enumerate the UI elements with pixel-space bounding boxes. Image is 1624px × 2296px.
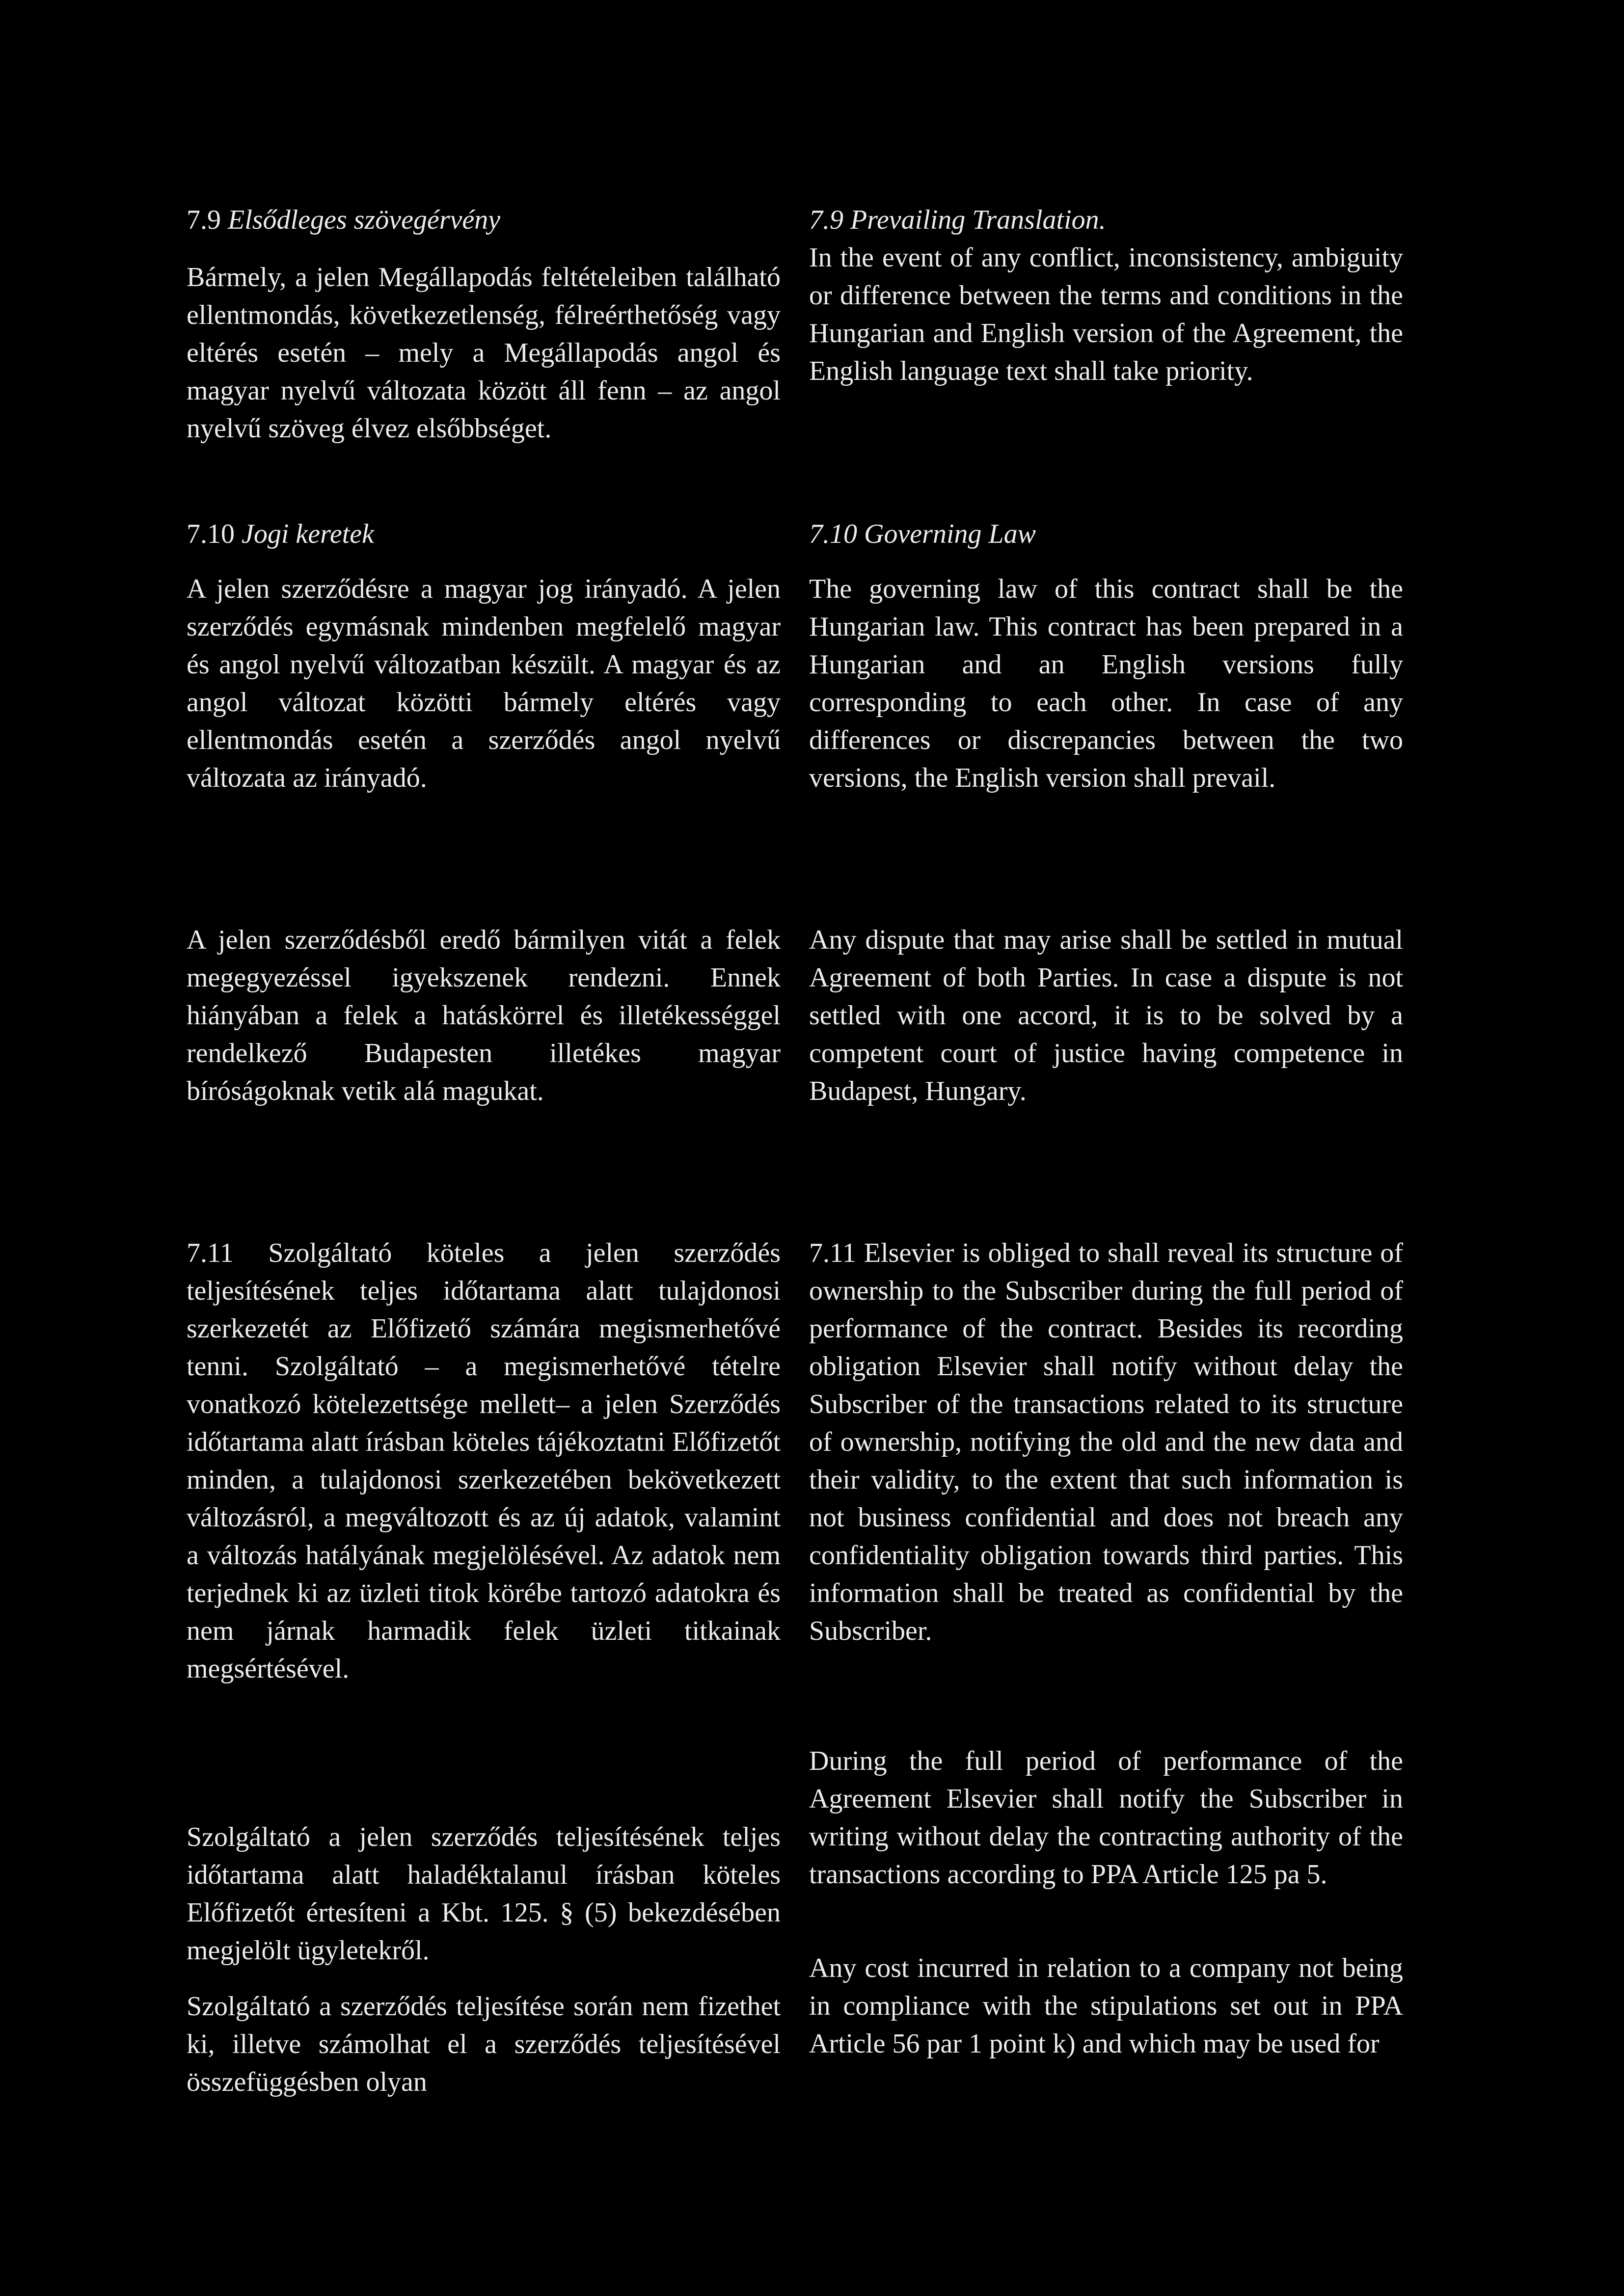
section-title: Jogi keretek [242, 519, 374, 549]
section-7-10-en-heading: 7.10 Governing Law [809, 519, 1036, 549]
section-title: Elsődleges szövegérvény [228, 205, 501, 235]
section-7-9-en-body: In the event of any conflict, inconsistency, ambiguity or difference between the terms and conditions in the Hungarian and English version of the Agreement, the English language text shall take priority. [809, 242, 1403, 386]
section-7-11-hu-p2: Szolgáltató a jelen szerződés teljesítésének teljes időtartama alatt haladéktalanul írásban köteles Előfizetőt értesíteni a Kbt. 125. § (5) bekezdésében megjelölt ügyletekről. [187, 1822, 781, 1966]
section-7-10-hu-heading [187, 515, 781, 553]
dispute-en-body: Any dispute that may arise shall be settled in mutual Agreement of both Parties. In case a dispute is not settled with one accord, it is to be solved by a competent court of justice having competence in Budapest, Hungary. [809, 925, 1403, 1106]
section-7-9-hu-body: Bármely, a jelen Megállapodás feltételeiben található ellentmondás, következetlenség, félreérthetőség vagy eltérés esetén – mely a Megállapodás angol és magyar nyelvű változata között áll fenn – az angol nyelvű szöveg élvez elsőbbséget. [187, 262, 781, 444]
section-7-10-en-body: The governing law of this contract shall be the Hungarian law. This contract has been prepared in a Hungarian and an English versions fully corresponding to each other. In case of any differences or discrepancies between the two versions, the English version shall prevail. [809, 574, 1403, 793]
section-7-11-en-p2: During the full period of performance of the Agreement Elsevier shall notify the Subscriber in writing without delay the contracting authority of the transactions according to PPA Article 125 pa 5. [809, 1746, 1403, 1890]
section-7-10-hu-body: A jelen szerződésre a magyar jog irányadó. A jelen szerződés egymásnak mindenben megfelelő magyar és angol nyelvű változatban készült. A magyar és az angol változat közötti bármely eltérés vagy ellentmondás esetén a szerződés angol nyelvű változata az irányadó. [187, 574, 781, 793]
section-number: 7.9 [187, 205, 221, 235]
section-7-9-en-heading: 7.9 Prevailing Translation. [809, 205, 1106, 235]
section-7-11-en-p1: 7.11 Elsevier is obliged to shall reveal its structure of ownership to the Subscriber during the full period of performance of the contract. Besides its recording obligation Elsevier shall notify without delay the Subscriber of the transactions related to its structure of ownership, notifying the old and the new data and their validity, to the extent that such information is not business confidential and does not breach any confidentiality obligation towards third parties. This information shall be treated as confidential by the Subscriber. [809, 1238, 1403, 1646]
section-number: 7.10 [187, 519, 235, 549]
dispute-hu-body: A jelen szerződésből eredő bármilyen vitát a felek megegyezéssel igyekszenek rendezni. Ennek hiányában a felek a hatáskörrel és illetékességgel rendelkező Budapesten illetékes magyar bíróságoknak vetik alá magukat. [187, 925, 781, 1106]
section-7-11-hu-p3: Szolgáltató a szerződés teljesítése során nem fizethet ki, illetve számolhat el a szerződés teljesítésével összefüggésben olyan [187, 1991, 781, 2097]
section-7-11-en-p3: Any cost incurred in relation to a company not being in compliance with the stipulations set out in PPA Article 56 par 1 point k) and which may be used for [809, 1953, 1403, 2059]
section-7-11-hu-p1: 7.11 Szolgáltató köteles a jelen szerződés teljesítésének teljes időtartama alatt tulajdonosi szerkezetét az Előfizető számára megismerhetővé tenni. Szolgáltató – a megismerhetővé tételre vonatkozó kötelezettsége mellett– a jelen Szerződés időtartama alatt írásban köteles tájékoztatni Előfizetőt minden, a tulajdonosi szerkezetében bekövetkezett változásról, a megváltozott és az új adatok, valamint a változás hatályának megjelölésével. Az adatok nem terjednek ki az üzleti titok körébe tartozó adatokra és nem járnak harmadik felek üzleti titkainak megsértésével. [187, 1238, 781, 1684]
section-7-9-hu-heading [187, 201, 781, 239]
